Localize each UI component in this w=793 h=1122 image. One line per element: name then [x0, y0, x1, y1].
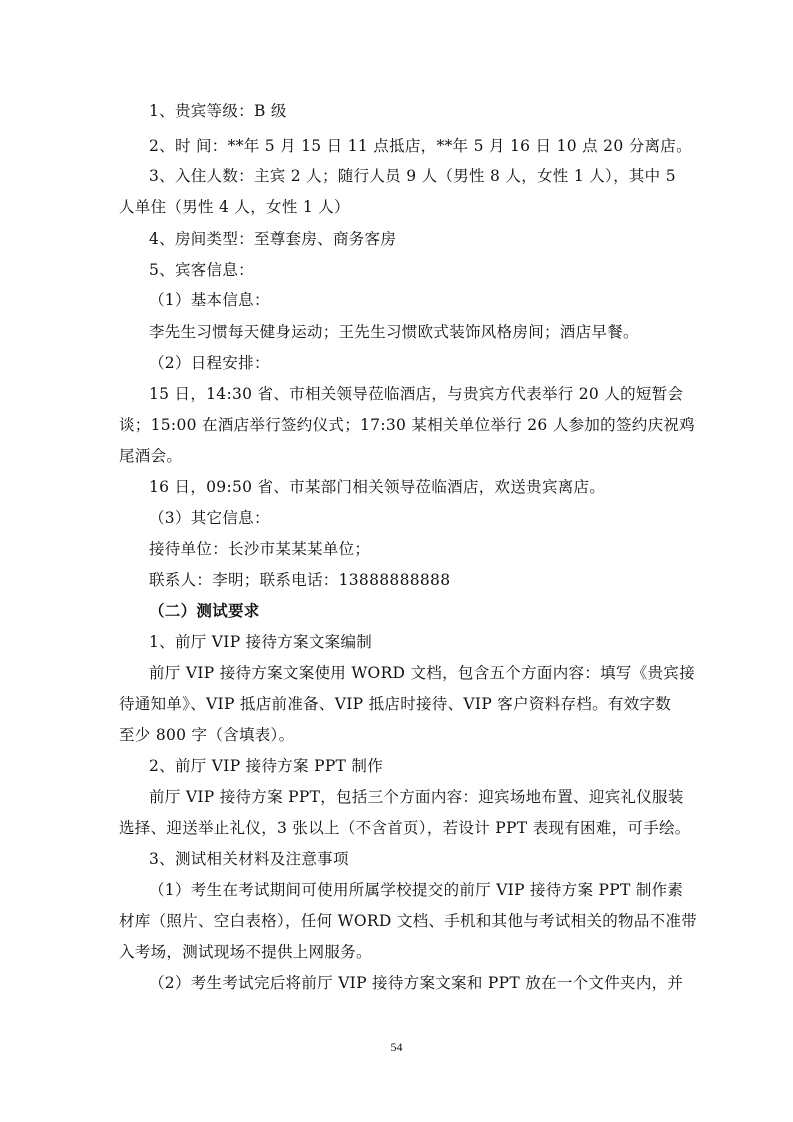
text-line: 至少 800 字（含填表）。 — [119, 726, 295, 744]
text-line: 16 日，09:50 省、市某部门相关领导莅临酒店，欢送贵宾离店。 — [149, 478, 606, 496]
text-line: 材库（照片、空白表格），任何 WORD 文档、手机和其他与考试相关的物品不准带 — [119, 912, 698, 930]
text-line: 谈；15:00 在酒店举行签约仪式；17:30 某相关单位举行 26 人参加的签约庆祝鸡 — [119, 416, 695, 434]
text-line: （2）日程安排： — [149, 354, 270, 372]
text-line: 2、时 间：**年 5 月 15 日 11 点抵店，**年 5 月 16 日 10 点 20 分离店。 — [149, 137, 692, 155]
text-line: 5、宾客信息： — [149, 261, 254, 279]
text-line: 待通知单》、VIP 抵店前准备、VIP 抵店时接待、VIP 客户资料存档。有效字数 — [119, 695, 672, 713]
text-line: 入考场，测试现场不提供上网服务。 — [119, 943, 372, 961]
text-line: 李先生习惯每天健身运动；王先生习惯欧式装饰风格房间；酒店早餐。 — [149, 323, 639, 341]
text-line: 1、前厅 VIP 接待方案文案编制 — [149, 633, 373, 651]
text-line: 选择、迎送举止礼仪，3 张以上（不含首页），若设计 PPT 表现有困难，可手绘。 — [119, 819, 691, 837]
text-line: （2）考生考试完后将前厅 VIP 接待方案文案和 PPT 放在一个文件夹内，并 — [149, 974, 684, 992]
text-line: 前厅 VIP 接待方案 PPT，包括三个方面内容：迎宾场地布置、迎宾礼仪服装 — [149, 788, 684, 806]
text-line: 15 日，14:30 省、市相关领导莅临酒店，与贵宾方代表举行 20 人的短暂会 — [149, 385, 684, 403]
text-line: 尾酒会。 — [119, 447, 183, 465]
text-line: 联系人：李明；联系电话：13888888888 — [149, 571, 451, 589]
text-line: （1）基本信息： — [149, 291, 270, 309]
text-line: 3、测试相关材料及注意事项 — [149, 850, 349, 868]
text-line: 3、入住人数：主宾 2 人；随行人员 9 人（男性 8 人，女性 1 人），其中 5 — [149, 167, 676, 185]
text-line: 1、贵宾等级：B 级 — [149, 102, 287, 120]
text-line: 2、前厅 VIP 接待方案 PPT 制作 — [149, 757, 384, 775]
text-line: 人单住（男性 4 人，女性 1 人） — [119, 198, 350, 216]
text-line: （3）其它信息： — [149, 509, 270, 527]
text-line: 4、房间类型：至尊套房、商务客房 — [149, 230, 397, 248]
text-line: 前厅 VIP 接待方案文案使用 WORD 文档，包含五个方面内容：填写《贵宾接 — [149, 664, 695, 682]
text-line: （1）考生在考试期间可使用所属学校提交的前厅 VIP 接待方案 PPT 制作素 — [149, 881, 684, 899]
page-number: 54 — [390, 1040, 403, 1054]
section-heading: （二）测试要求 — [149, 601, 260, 620]
text-line: 接待单位：长沙市某某某单位； — [149, 540, 371, 558]
